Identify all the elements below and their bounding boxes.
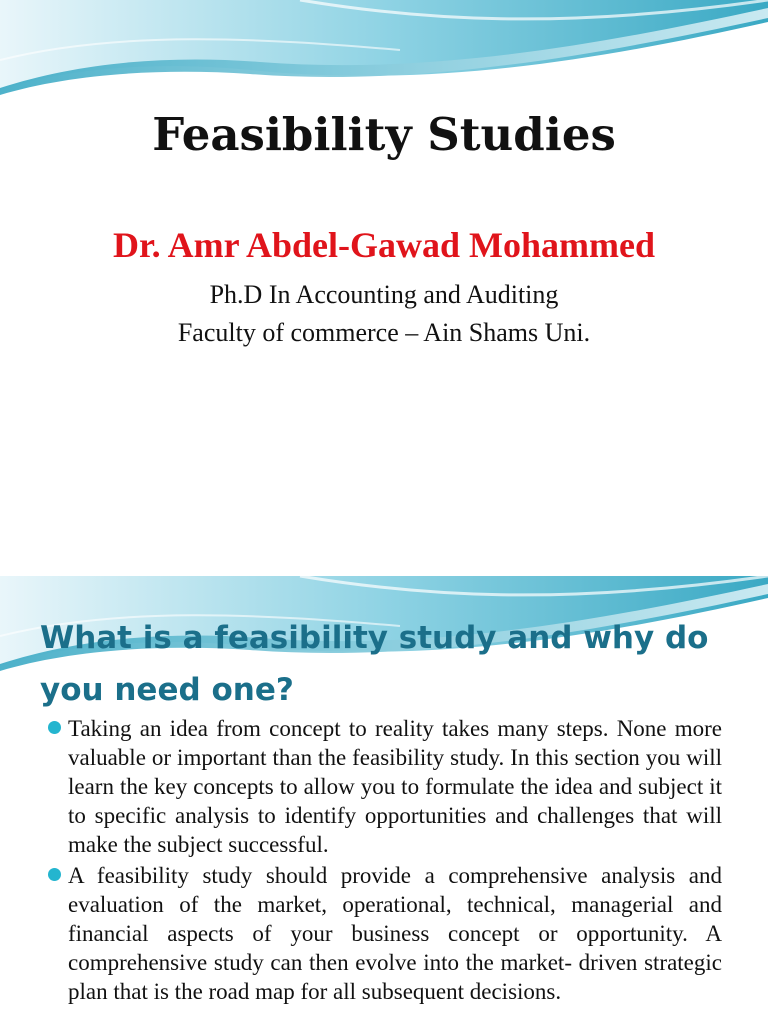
author-name: Dr. Amr Abdel-Gawad Mohammed <box>112 225 656 265</box>
bullet-list <box>46 714 722 1008</box>
author-degree: Ph.D In Accounting and Auditing <box>209 280 559 309</box>
bullet-text: Taking an idea from concept to reality takes many steps. None more valuable or important than the feasibility study. In this section you will learn the key concepts to allow you to formulate the idea and subject it to specific analysis to identify opportunities and challenges that will make the subject successful. <box>68 716 722 857</box>
bullet-text: A feasibility study should provide a comprehensive analysis and evaluation of the market, operational, technical, managerial and financial aspects of your business concept or opportunity. A comprehensive study can then evolve into the market- driven strategic plan that is the road map for all subsequent decisions. <box>68 863 722 1004</box>
slide-title: Feasibility Studies <box>152 108 616 161</box>
list-item <box>46 714 722 859</box>
content-slide <box>0 576 768 1024</box>
bullet-dot-icon <box>48 868 61 881</box>
section-heading: What is a feasibility study and why do you need one? <box>40 620 709 708</box>
author-affiliation: Faculty of commerce – Ain Shams Uni. <box>177 318 591 347</box>
wave-banner-decoration <box>0 0 768 95</box>
list-item <box>46 861 722 1006</box>
bullet-dot-icon <box>48 721 61 734</box>
